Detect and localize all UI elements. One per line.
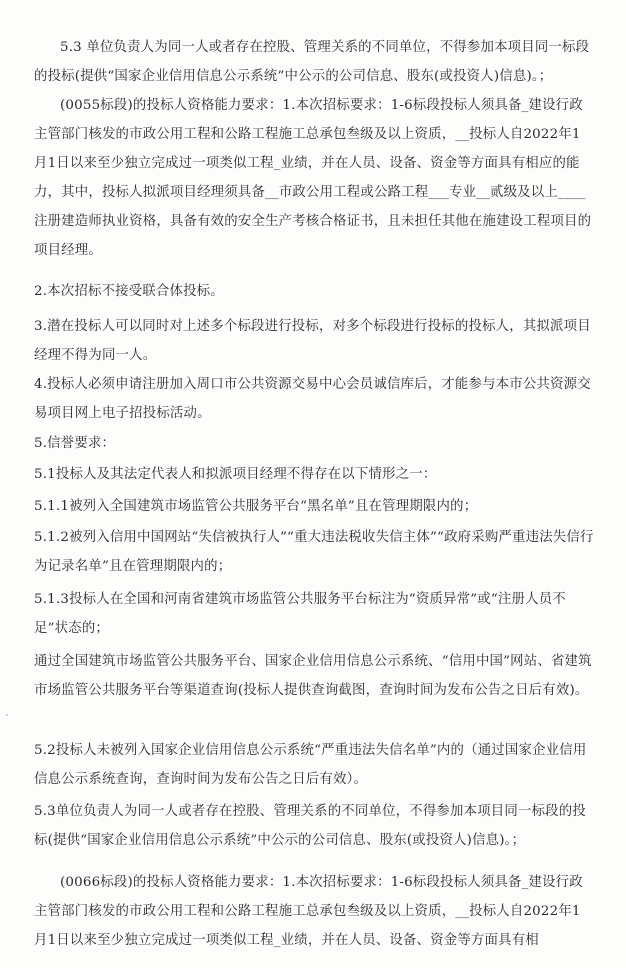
paragraph-registration: 4.投标人必须申请注册加入周口市公共资源交易中心会员诚信库后，才能参与本市公共资源交易项目网上电子招投标活动。 [34,377,591,421]
paragraph-5-3-first: 5.3 单位负责人为同一人或者存在控股、管理关系的不同单位，不得参加本项目同一标段的投标(提供“国家企业信用信息公示系统”中公示的公司信息、股东(或投资人)信息)。； [34,40,590,84]
paragraph-0055-requirements: (0055标段)的投标人资格能力要求：1.本次招标要求：1-6标段投标人须具备_建设行政主管部门核发的市政公用工程和公路工程施工总承包叁级及以上资质，__投标人自2022年1月1日以来至少独立完成过一项类似工程_业绩，并在人员、设备、资金等方面具有相应的能力，其中，投标人拟派项目经理须具备__市政公用工程或公路工程___专业__贰级及以上____注册建造师执业资格，具备有效的安全生产考核合格证书，且未担任其他在施建设工程项目的项目经理。 [34,98,592,258]
paragraph-5-3-second: 5.3单位负责人为同一人或者存在控股、管理关系的不同单位，不得参加本项目同一标段的投标(提供“国家企业信用信息公示系统”中公示的公司信息、股东(或投资人)信息)。； [34,804,586,848]
paragraph-5-1-2: 5.1.2被列入信用中国网站“失信被执行人”“重大违法税收失信主体”“政府采购严重违法失信行为记录名单”且在管理期限内的； [34,530,594,574]
paragraph-5-1: 5.1投标人及其法定代表人和拟派项目经理不得存在以下情形之一： [34,467,437,482]
paragraph-reputation-heading: 5.信誉要求： [34,436,116,451]
paragraph-0066-requirements: (0066标段)的投标人资格能力要求：1.本次招标要求：1-6标段投标人须具备_建设行政主管部门核发的市政公用工程和公路工程施工总承包叁级及以上资质，__投标人自2022年1月1日以来至少独立完成过一项类似工程_业绩，并在人员、设备、资金等方面具有相 [34,875,583,948]
scan-speck [6,714,8,716]
paragraph-5-1-3: 5.1.3投标人在全国和河南省建筑市场监管公共服务平台标注为“资质异常”或“注册人员不足”状态的； [34,592,566,636]
paragraph-no-joint-bid: 2.本次招标不接受联合体投标。 [34,284,224,299]
paragraph-multiple-lots: 3.潜在投标人可以同时对上述多个标段进行投标，对多个标段进行投标的投标人，其拟派项目经理不得为同一人。 [34,319,591,363]
paragraph-5-2: 5.2投标人未被列入国家企业信用信息公示系统“严重违法失信名单”内的（通过国家企业信用信息公示系统查询，查询时间为发布公告之日后有效）。 [34,743,587,787]
paragraph-query-channels: 通过全国建筑市场监管公共服务平台、国家企业信用信息公示系统、“信用中国”网站、省建筑市场监管公共服务平台等渠道查询(投标人提供查询截图，查询时间为发布公告之日后有效)。 [34,654,592,698]
paragraph-5-1-1: 5.1.1被列入全国建筑市场监管公共服务平台“黑名单”且在管理期限内的； [34,499,478,514]
